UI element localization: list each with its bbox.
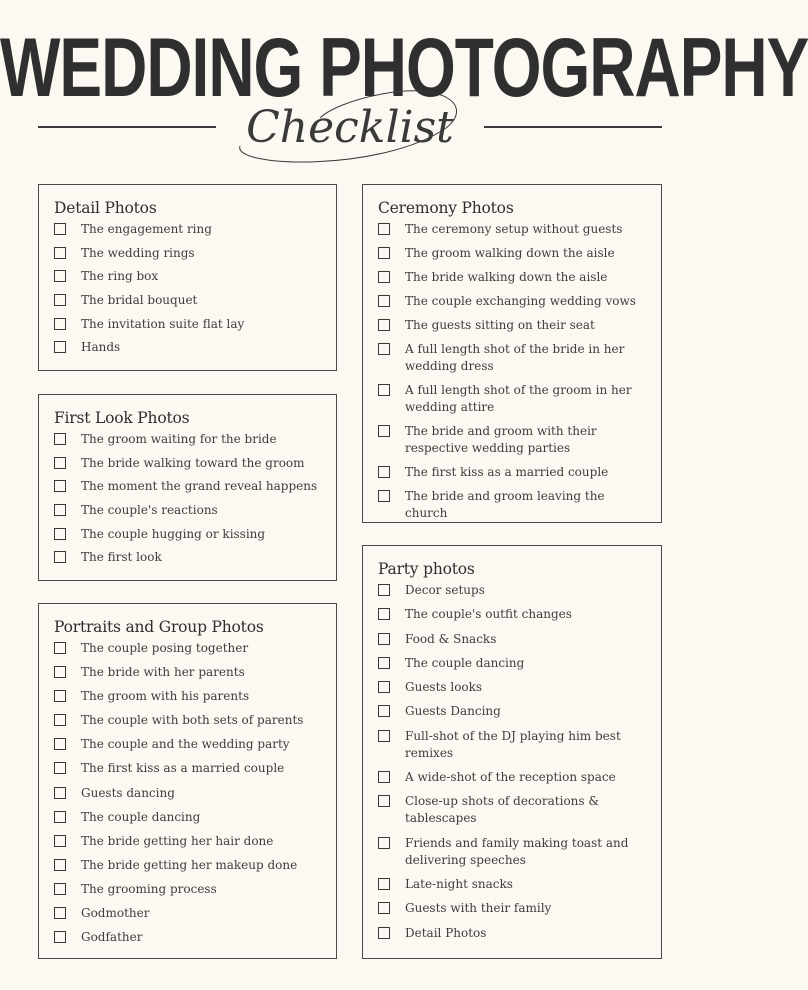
checklist-item[interactable] <box>378 488 647 522</box>
checklist-item[interactable] <box>54 431 322 448</box>
checklist-item[interactable] <box>378 423 647 457</box>
checklist-item[interactable] <box>378 221 647 238</box>
checklist-item[interactable] <box>378 769 647 786</box>
checkbox[interactable] <box>54 714 66 726</box>
checklist-item[interactable] <box>378 631 647 648</box>
checklist-item-label: Food & Snacks <box>405 631 497 646</box>
checkbox[interactable] <box>54 294 66 306</box>
checkbox[interactable] <box>378 490 390 502</box>
checklist-item-label: Decor setups <box>405 583 485 597</box>
checklist-item[interactable] <box>378 925 647 942</box>
checklist-item[interactable] <box>54 549 322 566</box>
checklist-item-label: The bride and groom with their respective wedding parties <box>405 424 597 455</box>
checklist-item[interactable] <box>378 655 647 672</box>
checkbox[interactable] <box>378 730 390 742</box>
checkbox[interactable] <box>54 931 66 943</box>
checklist-item[interactable] <box>378 793 647 827</box>
checklist-item[interactable] <box>378 464 647 481</box>
checklist-item-label: Detail Photos <box>405 925 487 940</box>
checklist-item-label: Guests with their family <box>405 901 552 916</box>
checklist-item-label: The bride with her parents <box>81 665 245 680</box>
checkbox[interactable] <box>54 480 66 492</box>
checklist-item[interactable] <box>378 317 647 334</box>
section-first-look <box>38 394 337 581</box>
checklist-item-label: The bride walking down the aisle <box>405 270 608 284</box>
checklist-item[interactable] <box>378 728 647 762</box>
checklist-item-label: A full length shot of the groom in her wedding attire <box>405 383 632 414</box>
checkbox[interactable] <box>378 466 390 478</box>
checkbox[interactable] <box>54 433 66 445</box>
checklist-item-label: The couple dancing <box>405 655 525 670</box>
checklist <box>54 640 322 946</box>
checklist-item[interactable] <box>54 526 322 543</box>
checklist-item-label: The guests sitting on their seat <box>405 318 595 332</box>
checkbox[interactable] <box>378 247 390 259</box>
checklist-item[interactable] <box>54 221 322 238</box>
checklist-item[interactable] <box>54 316 322 333</box>
checklist-item[interactable] <box>54 760 322 777</box>
checklist-item-label: The wedding rings <box>81 245 195 260</box>
checklist-item-label: Guests dancing <box>81 785 175 800</box>
checklist-item[interactable] <box>54 455 322 472</box>
checkbox[interactable] <box>54 811 66 823</box>
checklist-item[interactable] <box>378 606 647 623</box>
checklist-item-label: The couple and the wedding party <box>81 737 290 752</box>
checklist-item-label: The grooming process <box>81 881 217 896</box>
checklist-item[interactable] <box>378 293 647 310</box>
checklist-item[interactable] <box>378 835 647 869</box>
checklist-item-label: The couple dancing <box>81 809 201 824</box>
checklist-item[interactable] <box>54 664 322 681</box>
checklist <box>378 221 647 522</box>
checkbox[interactable] <box>378 425 390 437</box>
page-subtitle: Checklist <box>246 102 454 153</box>
checkbox[interactable] <box>378 837 390 849</box>
checklist-item-label: The couple with both sets of parents <box>81 713 304 728</box>
checkbox[interactable] <box>378 657 390 669</box>
checkbox[interactable] <box>54 457 66 469</box>
checkbox[interactable] <box>378 633 390 645</box>
checklist-item-label: The ring box <box>81 269 159 284</box>
checklist-item-label: A full length shot of the bride in her wedding dress <box>405 342 625 373</box>
section-title: First Look Photos <box>54 409 190 427</box>
divider-right <box>484 126 662 128</box>
checklist-item-label: The groom with his parents <box>81 689 250 704</box>
checklist-item[interactable] <box>378 245 647 262</box>
checklist-item-label: The engagement ring <box>81 222 212 236</box>
checklist-item-label: The ceremony setup without guests <box>405 222 623 236</box>
checkbox[interactable] <box>378 902 390 914</box>
checklist-item[interactable] <box>378 269 647 286</box>
section-title: Party photos <box>378 560 475 578</box>
checklist-item-label: The groom waiting for the bride <box>81 432 277 446</box>
checklist-item[interactable] <box>54 640 322 657</box>
checkbox[interactable] <box>378 681 390 693</box>
checklist-item[interactable] <box>54 857 322 874</box>
section-detail <box>38 184 337 371</box>
checkbox[interactable] <box>54 666 66 678</box>
checklist-item[interactable] <box>54 785 322 802</box>
checklist-item[interactable] <box>54 905 322 922</box>
checklist-item-label: The bride walking toward the groom <box>81 455 305 470</box>
checkbox[interactable] <box>54 318 66 330</box>
checkbox[interactable] <box>378 795 390 807</box>
checklist-item-label: Hands <box>81 340 121 355</box>
checkbox[interactable] <box>54 504 66 516</box>
checklist-item-label: The couple posing together <box>81 641 249 655</box>
checklist-item[interactable] <box>54 736 322 753</box>
checkbox[interactable] <box>378 343 390 355</box>
checklist-item[interactable] <box>54 268 322 285</box>
checklist-item[interactable] <box>54 478 322 495</box>
section-party <box>362 545 662 959</box>
checklist-item-label: The couple's reactions <box>81 503 218 518</box>
checklist-item-label: The invitation suite flat lay <box>81 316 245 331</box>
checklist-item-label: The bride and groom leaving the church <box>405 489 605 520</box>
checkbox[interactable] <box>54 270 66 282</box>
section-title: Ceremony Photos <box>378 199 514 217</box>
checklist-item[interactable] <box>378 582 647 599</box>
checkbox[interactable] <box>378 223 390 235</box>
checklist-item-label: The groom walking down the aisle <box>405 246 615 260</box>
checkbox[interactable] <box>54 738 66 750</box>
checkbox[interactable] <box>378 771 390 783</box>
checkbox[interactable] <box>378 584 390 596</box>
checkbox[interactable] <box>378 927 390 939</box>
checkbox[interactable] <box>378 608 390 620</box>
checklist-item-label: The first look <box>81 550 162 565</box>
checklist-item-label: The bride getting her makeup done <box>81 857 298 872</box>
checkbox[interactable] <box>54 787 66 799</box>
checkbox[interactable] <box>54 528 66 540</box>
section-ceremony <box>362 184 662 523</box>
checklist-item-label: Guests Dancing <box>405 704 501 719</box>
checklist-item-label: The couple exchanging wedding vows <box>405 294 636 308</box>
checklist-item[interactable] <box>54 833 322 850</box>
checklist-item[interactable] <box>54 502 322 519</box>
checkbox[interactable] <box>378 705 390 717</box>
checkbox[interactable] <box>378 295 390 307</box>
checklist-item[interactable] <box>378 876 647 893</box>
checklist-item[interactable] <box>54 339 322 356</box>
page-title: WEDDING PHOTOGRAPHY <box>0 20 808 115</box>
checkbox[interactable] <box>378 319 390 331</box>
checkbox[interactable] <box>378 384 390 396</box>
checklist-item[interactable] <box>378 703 647 720</box>
checklist-item[interactable] <box>54 881 322 898</box>
checklist <box>54 221 322 356</box>
checklist-item-label: Godfather <box>81 930 143 945</box>
checkbox[interactable] <box>54 247 66 259</box>
checklist-item-label: The couple's outfit changes <box>405 607 572 622</box>
checklist-item-label: Guests looks <box>405 680 483 695</box>
checklist-item-label: The couple hugging or kissing <box>81 526 266 541</box>
section-portraits <box>38 603 337 959</box>
checklist-item[interactable] <box>378 900 647 917</box>
checkbox[interactable] <box>54 341 66 353</box>
section-title: Detail Photos <box>54 199 157 217</box>
checklist-item-label: Friends and family making toast and delivering speeches <box>405 835 629 867</box>
checklist-item-label: The bridal bouquet <box>81 293 198 308</box>
checklist-item[interactable] <box>54 712 322 729</box>
checklist-item-label: The first kiss as a married couple <box>81 761 285 776</box>
checklist <box>54 431 322 566</box>
checklist-item[interactable] <box>54 292 322 309</box>
checkbox[interactable] <box>54 690 66 702</box>
checkbox[interactable] <box>54 551 66 563</box>
checkbox[interactable] <box>54 859 66 871</box>
checklist-item-label: The moment the grand reveal happens <box>81 479 318 494</box>
checkbox[interactable] <box>54 223 66 235</box>
checklist-item[interactable] <box>54 245 322 262</box>
checklist-item-label: The first kiss as a married couple <box>405 465 609 479</box>
checkbox[interactable] <box>378 271 390 283</box>
checklist-item-label: Full-shot of the DJ playing him best remixes <box>405 728 621 760</box>
checklist-item[interactable] <box>378 679 647 696</box>
checklist-item-label: Godmother <box>81 906 150 921</box>
checklist-item[interactable] <box>54 688 322 705</box>
checklist-item[interactable] <box>378 382 647 416</box>
checkbox[interactable] <box>54 642 66 654</box>
divider-left <box>38 126 216 128</box>
checkbox[interactable] <box>54 883 66 895</box>
checkbox[interactable] <box>378 878 390 890</box>
checklist-item-label: Late-night snacks <box>405 876 513 891</box>
checkbox[interactable] <box>54 762 66 774</box>
checklist-item-label: The bride getting her hair done <box>81 833 274 848</box>
checklist <box>378 582 647 942</box>
checkbox[interactable] <box>54 907 66 919</box>
checkbox[interactable] <box>54 835 66 847</box>
checklist-item-label: A wide-shot of the reception space <box>405 770 616 785</box>
checklist-item[interactable] <box>378 341 647 375</box>
checklist-item[interactable] <box>54 809 322 826</box>
section-title: Portraits and Group Photos <box>54 618 264 636</box>
checklist-item-label: Close-up shots of decorations & tablescapes <box>405 794 600 826</box>
checklist-item[interactable] <box>54 929 322 946</box>
